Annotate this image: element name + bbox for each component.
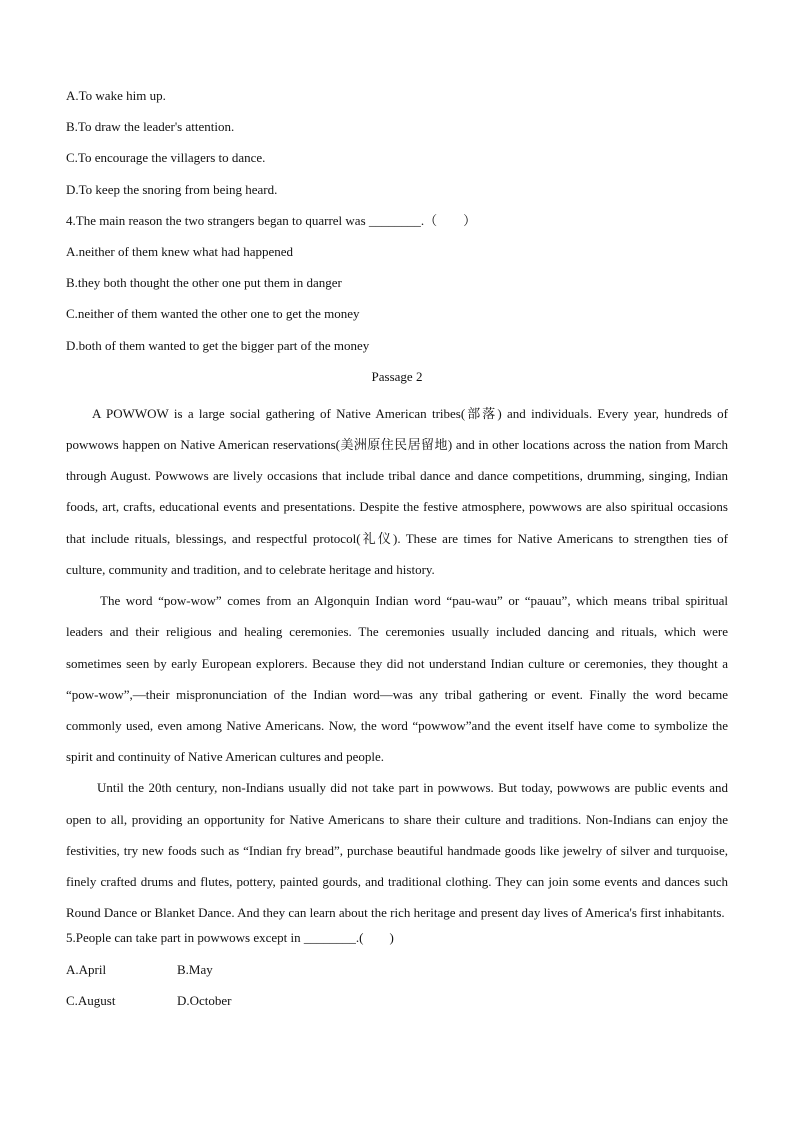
q4-question: 4.The main reason the two strangers began to quarrel was ________.（ ） — [66, 212, 477, 228]
q5-options-row-1 — [66, 960, 728, 991]
q3-option-d: D.To keep the snoring from being heard. — [66, 181, 278, 197]
q3-option-a: A.To wake him up. — [66, 88, 166, 103]
q5-option-a: A.April — [66, 961, 107, 977]
q4-option-b: B.they both thought the other one put them in danger — [66, 275, 342, 291]
q5-option-c: C.August — [66, 992, 116, 1008]
q4-option-c: C.neither of them wanted the other one to get the money — [66, 306, 360, 322]
q5-option-d: D.October — [177, 992, 232, 1008]
q4-option-a: A.neither of them knew what had happened — [66, 243, 294, 259]
q3-option-b: B.To draw the leader's attention. — [66, 119, 235, 135]
passage-title: Passage 2 — [371, 368, 423, 384]
q5-option-b: B.May — [177, 961, 213, 977]
document-page — [66, 86, 728, 1022]
q5-question: 5.People can take part in powwows except in ________.( ) — [66, 930, 394, 946]
q5-options-row-2 — [66, 991, 728, 1022]
passage-paragraph-1: A POWWOW is a large social gathering of Native American tribes(部落) and individuals. Every year, hundreds of powwows happen on Native American reservations(美洲原住民居留地) and in other locations across the nation from March through August. Powwows are lively occasions that include tribal dance and dance competitions, drumming, singing, Indian foods, art, crafts, educational events and presentations. Despite the festive atmosphere, powwows are also spiritual occasions that include rituals, blessings, and respectful protocol(礼仪). These are times for Native Americans to strengthen ties of culture, community and tradition, and to celebrate heritage and history. — [66, 405, 728, 577]
passage-paragraph-2: The word “pow-wow” comes from an Algonquin Indian word “pau-wau” or “pauau”, which means tribal spiritual leaders and their religious and healing ceremonies. The ceremonies usually included dancing and rituals, which were sometimes seen by early European explorers. Because they did not understand Indian culture or ceremonies, they thought a “pow-wow”,—their mispronunciation of the Indian word—was any tribal gathering or event. Finally the word became commonly used, even among Native Americans. Now, the word “powwow”and the event itself have come to symbolize the spirit and continuity of Native American cultures and people. — [66, 593, 728, 765]
passage-paragraph-3: Until the 20th century, non-Indians usually did not take part in powwows. But today, powwows are public events and open to all, providing an opportunity for Native Americans to share their culture and traditions. Non-Indians can enjoy the festivities, try new foods such as “Indian fry bread”, purchase beautiful handmade goods like jewelry of silver and turquoise, finely crafted drums and flutes, pottery, painted gourds, and traditional clothing. They can join some events and dances such Round Dance or Blanket Dance. And they can learn about the rich heritage and present day lives of America's first inhabitants. — [66, 780, 728, 921]
q3-option-c: C.To encourage the villagers to dance. — [66, 150, 266, 166]
q4-option-d: D.both of them wanted to get the bigger part of the money — [66, 337, 370, 353]
